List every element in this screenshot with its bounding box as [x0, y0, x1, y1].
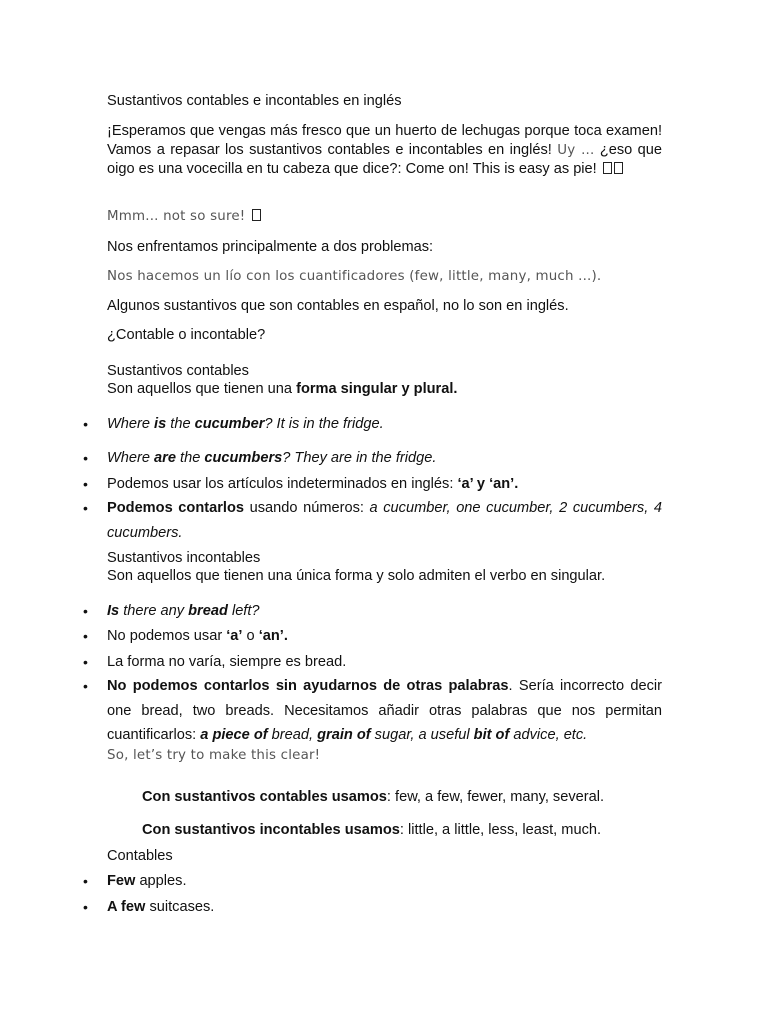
clear-note: So, let’s try to make this clear! [107, 748, 321, 763]
contables-heading: Sustantivos contables [107, 363, 249, 379]
list-item: • Is there any bread left? [83, 603, 260, 619]
usage-contables: Con sustantivos contables usamos: few, a few, fewer, many, several. [142, 789, 605, 805]
incontables-description: Son aquellos que tienen una única forma y solo admiten el verbo en singular. [107, 568, 606, 584]
bullet-icon: • [83, 654, 88, 670]
intro-uy: Uy ... [557, 142, 595, 158]
incontables-heading: Sustantivos incontables [107, 550, 261, 566]
intro-text-b: ¿eso que oigo es una vocecilla en tu cabeza que dice?: Come on! This is easy as pie! [107, 141, 663, 177]
examples-heading: Contables [107, 848, 173, 864]
bullet-icon: • [83, 899, 88, 915]
bullet-icon: • [83, 450, 88, 466]
intro-mmm: Mmm... not so sure! [107, 208, 261, 226]
bullet-icon: • [83, 476, 88, 492]
list-item: • Where is the cucumber? It is in the fridge. [83, 416, 384, 432]
bullet-icon: • [83, 628, 88, 644]
missing-glyph-icon [614, 162, 623, 174]
list-item: • No podemos contarlos sin ayudarnos de otras palabras. Sería incorrecto decir one bread, two breads. Necesitamos añadir otras palabras que nos permitan cuantificarlos: a piece of bread, grain of sugar, a useful bit of advice, etc. [83, 678, 662, 743]
list-item: • Podemos usar los artículos indeterminados en inglés: ‘a’ y ‘an’. [83, 476, 519, 492]
list-item: • La forma no varía, siempre es bread. [83, 654, 347, 670]
bullet-icon: • [83, 603, 88, 619]
intro-problems: Nos enfrentamos principalmente a dos problemas: [107, 239, 434, 255]
bullet-icon: • [83, 873, 88, 889]
list-item: • Where are the cucumbers? They are in the fridge. [83, 450, 437, 466]
list-item: • A few suitcases. [83, 899, 215, 915]
intro-paragraph [107, 122, 662, 179]
list-item: • Few apples. [83, 873, 187, 889]
intro-text-a: ¡Esperamos que vengas más fresco que un huerto de lechugas porque toca examen! Vamos a repasar los sustantivos contables e incontables en inglés! [107, 123, 662, 158]
list-item: • No podemos usar ‘a’ o ‘an’. [83, 628, 288, 644]
intro-quantifiers: Nos hacemos un lío con los cuantificadores (few, little, many, much ...). [107, 269, 602, 284]
document-title: Sustantivos contables e incontables en inglés [107, 93, 402, 109]
usage-incontables: Con sustantivos incontables usamos: little, a little, less, least, much. [142, 822, 602, 838]
bullet-icon: • [83, 500, 88, 516]
bullet-icon: • [83, 678, 88, 694]
missing-glyph-icon [252, 209, 261, 221]
bullet-icon: • [83, 416, 88, 432]
intro-nouns: Algunos sustantivos que son contables en español, no lo son en inglés. [107, 298, 569, 314]
missing-glyph-icon [603, 162, 612, 174]
list-item: • Podemos contarlos usando números: a cucumber, one cucumber, 2 cucumbers, 4 cucumbers. [83, 500, 662, 541]
contables-description: Son aquellos que tienen una forma singular y plural. [107, 381, 458, 397]
intro-question: ¿Contable o incontable? [107, 327, 266, 343]
